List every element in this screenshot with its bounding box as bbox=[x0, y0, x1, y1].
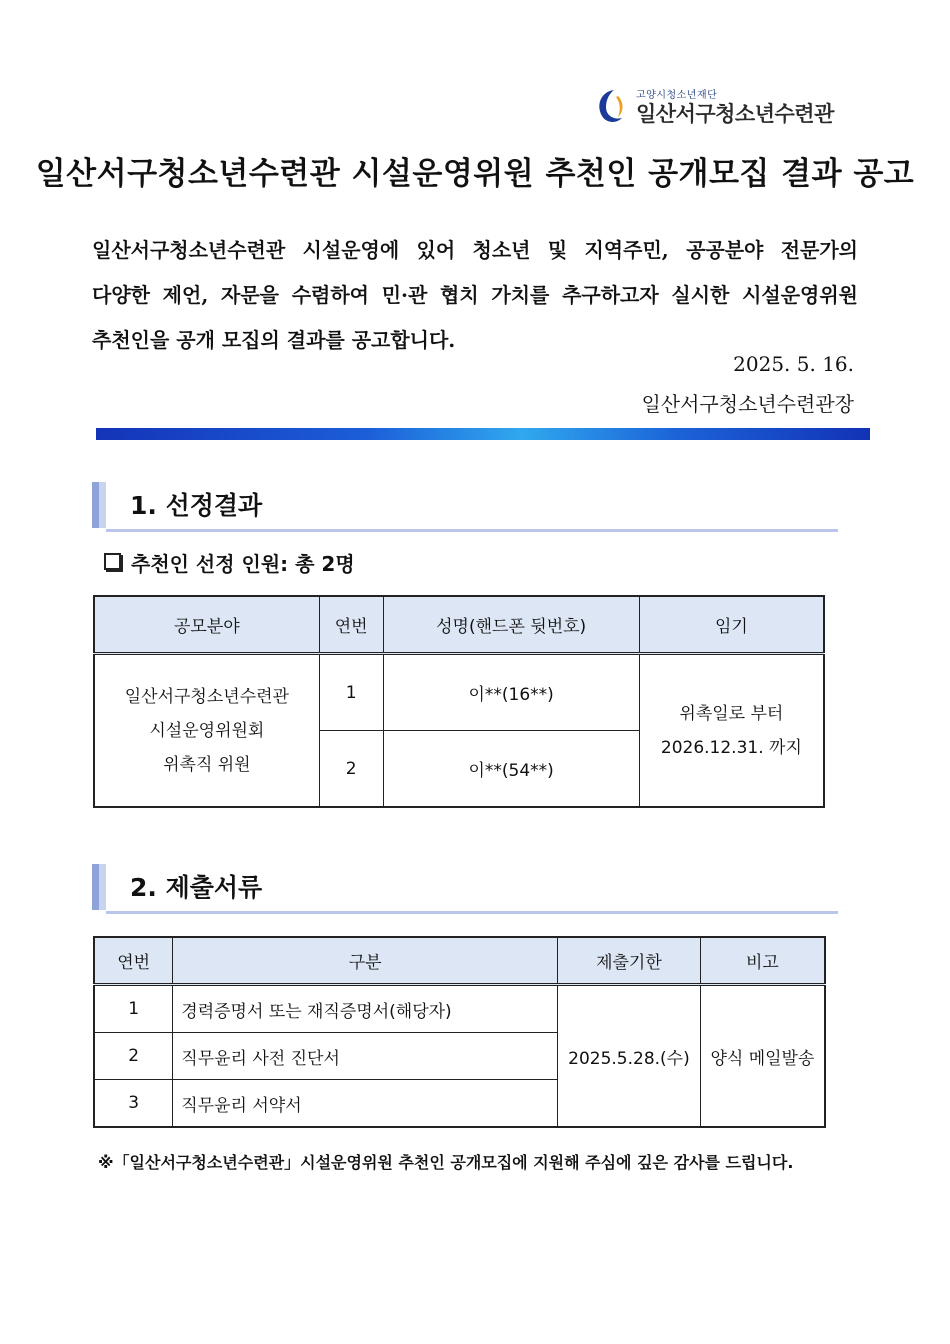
col-header: 구분 bbox=[173, 937, 558, 985]
table-header-row bbox=[94, 596, 824, 654]
document-item: 경력증명서 또는 재직증명서(해당자) bbox=[173, 985, 558, 1033]
row-number: 1 bbox=[319, 654, 383, 731]
heading-underline bbox=[106, 529, 838, 532]
term-cell bbox=[639, 654, 824, 808]
col-header: 성명(핸드폰 뒷번호) bbox=[383, 596, 639, 654]
field-line: 위촉직 위원 bbox=[163, 754, 251, 775]
heading-accent bbox=[92, 482, 99, 528]
candidate-name: 이**(16**) bbox=[383, 654, 639, 731]
term-line: 2026.12.31. 까지 bbox=[660, 737, 802, 758]
col-header: 비고 bbox=[700, 937, 825, 985]
document-item: 직무윤리 사전 진단서 bbox=[173, 1033, 558, 1080]
section-title: 1. 선정결과 bbox=[130, 491, 263, 520]
note-cell: 양식 메일발송 bbox=[700, 985, 825, 1128]
col-header: 임기 bbox=[639, 596, 824, 654]
section-heading-1 bbox=[92, 482, 838, 528]
row-number: 2 bbox=[94, 1033, 173, 1080]
intro-line: 추천인을 공개 모집의 결과를 공고합니다. bbox=[92, 328, 456, 352]
checkbox-bullet-icon bbox=[104, 553, 121, 570]
selection-count-text: 추천인 선정 인원: 총 2명 bbox=[131, 552, 355, 576]
divider-bar bbox=[96, 428, 870, 440]
table-header-row bbox=[94, 937, 825, 985]
field-line: 시설운영위원회 bbox=[149, 720, 265, 741]
intro-paragraph bbox=[92, 228, 858, 363]
intro-line: 다양한 제언, 자문을 수렴하여 민·관 협치 가치를 추구하고자 실시한 시설운영위원 bbox=[92, 283, 858, 307]
footnote: ※「일산서구청소년수련관」시설운영위원 추천인 공개모집에 지원해 주심에 깊은 감사를 드립니다. bbox=[98, 1153, 794, 1172]
heading-accent bbox=[99, 482, 106, 528]
heading-underline bbox=[106, 911, 838, 914]
col-header: 제출기한 bbox=[558, 937, 701, 985]
intro-line: 일산서구청소년수련관 시설운영에 있어 청소년 및 지역주민, 공공분야 전문가의 bbox=[92, 238, 858, 262]
page-title: 일산서구청소년수련관 시설운영위원 추천인 공개모집 결과 공고 bbox=[35, 156, 915, 192]
row-number: 2 bbox=[319, 731, 383, 808]
col-header: 공모분야 bbox=[94, 596, 319, 654]
term-line: 위촉일로 부터 bbox=[679, 703, 784, 724]
field-cell bbox=[94, 654, 319, 808]
row-number: 3 bbox=[94, 1080, 173, 1128]
row-number: 1 bbox=[94, 985, 173, 1033]
selection-table bbox=[93, 595, 825, 808]
document-item: 직무윤리 서약서 bbox=[173, 1080, 558, 1128]
candidate-name: 이**(54**) bbox=[383, 731, 639, 808]
org-logo bbox=[594, 86, 844, 128]
announcement-date: 2025. 5. 16. bbox=[733, 352, 854, 376]
table-row bbox=[94, 985, 825, 1033]
heading-accent bbox=[99, 864, 106, 910]
col-header: 연번 bbox=[94, 937, 173, 985]
field-line: 일산서구청소년수련관 bbox=[124, 686, 289, 707]
selection-count bbox=[104, 548, 355, 577]
col-header: 연번 bbox=[319, 596, 383, 654]
section-title: 2. 제출서류 bbox=[130, 873, 263, 902]
table-row bbox=[94, 654, 824, 731]
section-heading-2 bbox=[92, 864, 838, 910]
org-small-name: 고양시청소년재단 bbox=[636, 90, 718, 101]
documents-table bbox=[93, 936, 826, 1128]
heading-accent bbox=[92, 864, 99, 910]
deadline-cell: 2025.5.28.(수) bbox=[558, 985, 701, 1128]
foundation-logo-icon bbox=[594, 86, 628, 126]
org-main-name: 일산서구청소년수련관 bbox=[636, 102, 834, 126]
signer: 일산서구청소년수련관장 bbox=[641, 392, 854, 416]
